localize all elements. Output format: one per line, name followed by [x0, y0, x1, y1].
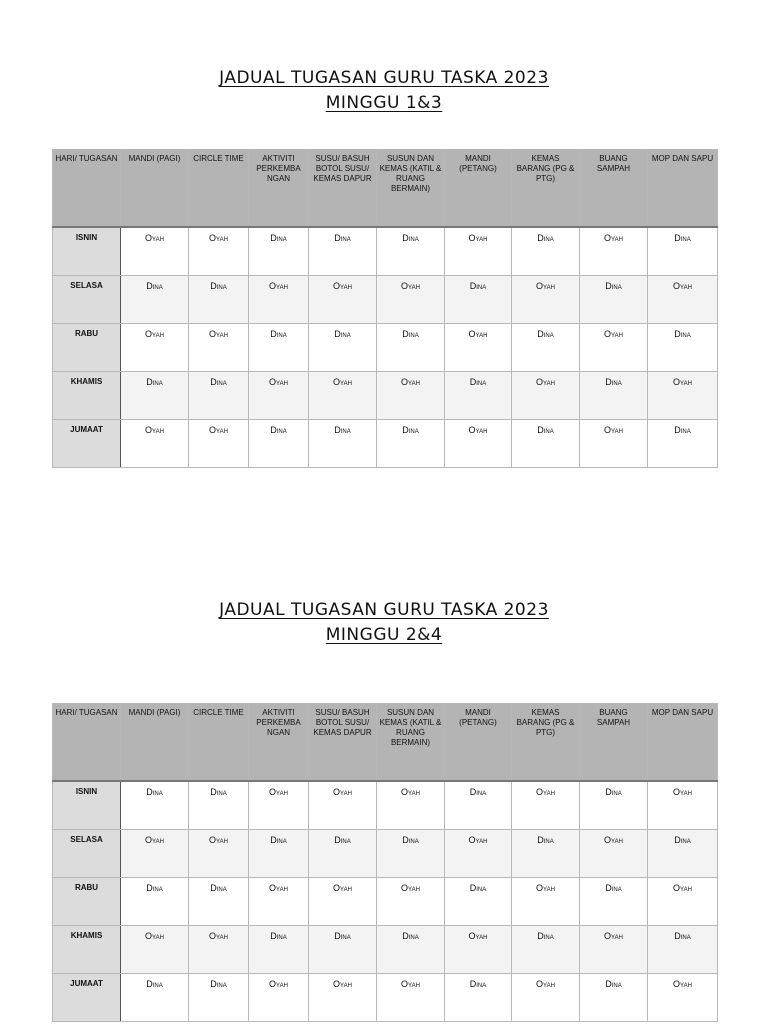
- header-cell: CIRCLE TIME: [189, 704, 249, 782]
- duty-cell: Dina: [377, 420, 445, 468]
- duty-cell: Oyah: [512, 781, 580, 830]
- table-row: [53, 926, 718, 974]
- duty-cell: Dina: [249, 926, 309, 974]
- duty-cell: Dina: [377, 926, 445, 974]
- header-cell: SUSUN DAN KEMAS (KATIL & RUANG BERMAIN): [377, 150, 445, 228]
- duty-cell: Oyah: [189, 926, 249, 974]
- schedule2-header-row: [53, 704, 718, 782]
- day-cell: SELASA: [53, 830, 121, 878]
- duty-cell: Dina: [249, 324, 309, 372]
- duty-cell: Oyah: [377, 878, 445, 926]
- duty-cell: Oyah: [512, 974, 580, 1022]
- duty-cell: Dina: [580, 878, 648, 926]
- duty-cell: Dina: [648, 324, 718, 372]
- day-cell: RABU: [53, 878, 121, 926]
- header-cell: KEMAS BARANG (PG & PTG): [512, 150, 580, 228]
- duty-cell: Oyah: [445, 324, 512, 372]
- duty-cell: Dina: [445, 781, 512, 830]
- header-cell: MANDI (PAGI): [121, 150, 189, 228]
- duty-cell: Oyah: [445, 420, 512, 468]
- header-cell: KEMAS BARANG (PG & PTG): [512, 704, 580, 782]
- header-cell: SUSU/ BASUH BOTOL SUSU/ KEMAS DAPUR: [309, 704, 377, 782]
- duty-cell: Dina: [121, 372, 189, 420]
- duty-cell: Dina: [580, 372, 648, 420]
- schedule1-title: JADUAL TUGASAN GURU TASKA 2023: [219, 68, 549, 88]
- duty-cell: Dina: [512, 830, 580, 878]
- duty-cell: Oyah: [580, 830, 648, 878]
- duty-cell: Dina: [445, 372, 512, 420]
- duty-cell: Dina: [121, 878, 189, 926]
- duty-cell: Oyah: [377, 974, 445, 1022]
- header-cell: CIRCLE TIME: [189, 150, 249, 228]
- schedule2-title: JADUAL TUGASAN GURU TASKA 2023: [219, 600, 549, 620]
- schedule1-table: [52, 149, 718, 468]
- duty-cell: Oyah: [377, 372, 445, 420]
- duty-cell: Dina: [249, 420, 309, 468]
- duty-cell: Oyah: [309, 276, 377, 324]
- duty-cell: Oyah: [309, 781, 377, 830]
- duty-cell: Oyah: [445, 830, 512, 878]
- schedule2-title-block: [0, 598, 768, 648]
- schedule2-table: [52, 703, 718, 1022]
- duty-cell: Oyah: [580, 324, 648, 372]
- duty-cell: Dina: [309, 926, 377, 974]
- duty-cell: Dina: [512, 324, 580, 372]
- duty-cell: Oyah: [580, 227, 648, 276]
- duty-cell: Dina: [648, 830, 718, 878]
- duty-cell: Oyah: [377, 781, 445, 830]
- schedule1-title-block: [0, 66, 768, 116]
- header-cell: MOP DAN SAPU: [648, 150, 718, 228]
- table-row: [53, 878, 718, 926]
- header-cell: BUANG SAMPAH: [580, 704, 648, 782]
- duty-cell: Oyah: [249, 781, 309, 830]
- duty-cell: Oyah: [249, 372, 309, 420]
- day-cell: KHAMIS: [53, 372, 121, 420]
- table-row: [53, 830, 718, 878]
- duty-cell: Dina: [512, 227, 580, 276]
- schedule2-subtitle: MINGGU 2&4: [325, 625, 443, 645]
- header-cell: AKTIVITI PERKEMBA NGAN: [249, 704, 309, 782]
- duty-cell: Oyah: [648, 372, 718, 420]
- duty-cell: Dina: [309, 830, 377, 878]
- duty-cell: Oyah: [249, 276, 309, 324]
- duty-cell: Dina: [121, 974, 189, 1022]
- duty-cell: Dina: [309, 324, 377, 372]
- header-cell: AKTIVITI PERKEMBA NGAN: [249, 150, 309, 228]
- header-cell: BUANG SAMPAH: [580, 150, 648, 228]
- duty-cell: Oyah: [121, 926, 189, 974]
- header-cell: MANDI (PETANG): [445, 150, 512, 228]
- duty-cell: Dina: [445, 878, 512, 926]
- duty-cell: Dina: [445, 974, 512, 1022]
- duty-cell: Dina: [189, 276, 249, 324]
- duty-cell: Dina: [189, 781, 249, 830]
- header-cell: MANDI (PAGI): [121, 704, 189, 782]
- duty-cell: Oyah: [189, 420, 249, 468]
- header-cell: MANDI (PETANG): [445, 704, 512, 782]
- duty-cell: Oyah: [512, 276, 580, 324]
- table-row: [53, 974, 718, 1022]
- duty-cell: Dina: [648, 926, 718, 974]
- header-cell: SUSUN DAN KEMAS (KATIL & RUANG BERMAIN): [377, 704, 445, 782]
- duty-cell: Oyah: [309, 878, 377, 926]
- table-row: [53, 781, 718, 830]
- duty-cell: Dina: [512, 926, 580, 974]
- duty-cell: Dina: [189, 372, 249, 420]
- duty-cell: Dina: [249, 830, 309, 878]
- duty-cell: Dina: [648, 227, 718, 276]
- duty-cell: Oyah: [189, 324, 249, 372]
- duty-cell: Oyah: [580, 926, 648, 974]
- duty-cell: Oyah: [648, 781, 718, 830]
- duty-cell: Oyah: [648, 878, 718, 926]
- duty-cell: Oyah: [189, 227, 249, 276]
- duty-cell: Dina: [121, 276, 189, 324]
- day-cell: KHAMIS: [53, 926, 121, 974]
- header-cell: MOP DAN SAPU: [648, 704, 718, 782]
- duty-cell: Oyah: [249, 878, 309, 926]
- schedule1-subtitle: MINGGU 1&3: [325, 93, 443, 113]
- duty-cell: Oyah: [309, 372, 377, 420]
- duty-cell: Oyah: [580, 420, 648, 468]
- day-cell: SELASA: [53, 276, 121, 324]
- duty-cell: Oyah: [309, 974, 377, 1022]
- duty-cell: Dina: [189, 974, 249, 1022]
- duty-cell: Oyah: [512, 878, 580, 926]
- duty-cell: Oyah: [377, 276, 445, 324]
- duty-cell: Oyah: [121, 420, 189, 468]
- duty-cell: Oyah: [648, 276, 718, 324]
- duty-cell: Dina: [445, 276, 512, 324]
- table-row: [53, 227, 718, 276]
- day-cell: RABU: [53, 324, 121, 372]
- duty-cell: Dina: [189, 878, 249, 926]
- day-cell: JUMAAT: [53, 974, 121, 1022]
- duty-cell: Dina: [377, 324, 445, 372]
- table-row: [53, 372, 718, 420]
- duty-cell: Dina: [121, 781, 189, 830]
- duty-cell: Dina: [309, 227, 377, 276]
- duty-cell: Dina: [309, 420, 377, 468]
- duty-cell: Oyah: [445, 227, 512, 276]
- duty-cell: Oyah: [648, 974, 718, 1022]
- duty-cell: Oyah: [121, 324, 189, 372]
- duty-cell: Dina: [580, 276, 648, 324]
- day-cell: ISNIN: [53, 781, 121, 830]
- duty-cell: Dina: [512, 420, 580, 468]
- header-cell: HARI/ TUGASAN: [53, 704, 121, 782]
- duty-cell: Oyah: [121, 227, 189, 276]
- day-cell: JUMAAT: [53, 420, 121, 468]
- duty-cell: Dina: [648, 420, 718, 468]
- duty-cell: Oyah: [249, 974, 309, 1022]
- duty-cell: Dina: [377, 830, 445, 878]
- header-cell: HARI/ TUGASAN: [53, 150, 121, 228]
- duty-cell: Oyah: [121, 830, 189, 878]
- table-row: [53, 420, 718, 468]
- day-cell: ISNIN: [53, 227, 121, 276]
- table-row: [53, 324, 718, 372]
- header-cell: SUSU/ BASUH BOTOL SUSU/ KEMAS DAPUR: [309, 150, 377, 228]
- duty-cell: Dina: [377, 227, 445, 276]
- duty-cell: Dina: [249, 227, 309, 276]
- table-row: [53, 276, 718, 324]
- duty-cell: Oyah: [512, 372, 580, 420]
- duty-cell: Oyah: [445, 926, 512, 974]
- schedule1-header-row: [53, 150, 718, 228]
- duty-cell: Dina: [580, 974, 648, 1022]
- duty-cell: Dina: [580, 781, 648, 830]
- duty-cell: Oyah: [189, 830, 249, 878]
